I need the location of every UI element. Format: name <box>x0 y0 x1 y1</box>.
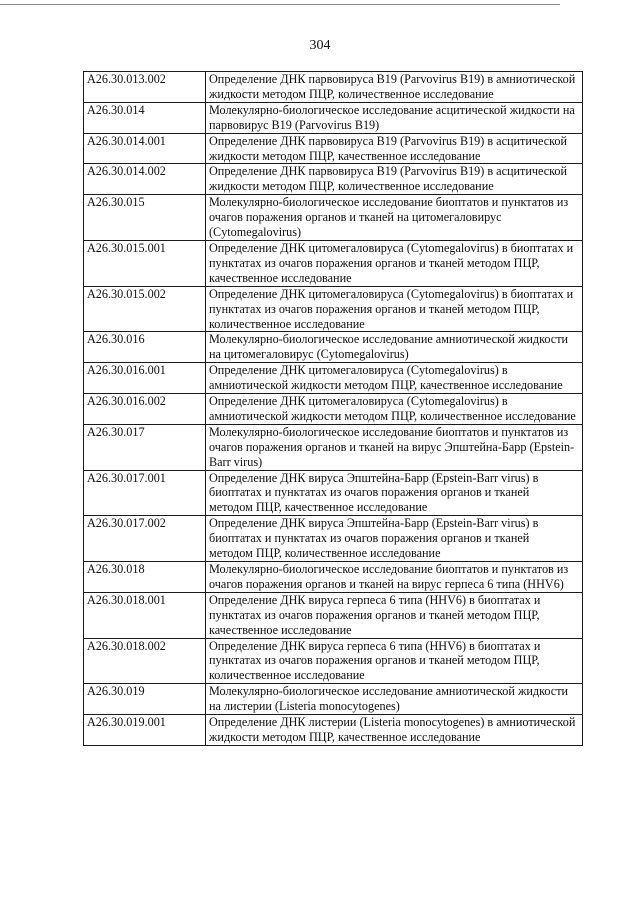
service-code: A26.30.017.001 <box>84 470 206 516</box>
service-code: A26.30.018 <box>84 562 206 593</box>
table-row <box>84 638 583 684</box>
table-row <box>84 394 583 425</box>
service-code: A26.30.019 <box>84 684 206 715</box>
service-code: A26.30.016 <box>84 332 206 363</box>
service-description: Определение ДНК парвовируса B19 (Parvovirus B19) в амниотической жидкости методом ПЦР, количественное исследование <box>206 72 583 103</box>
table-row <box>84 715 583 746</box>
service-code: A26.30.014 <box>84 102 206 133</box>
service-description: Определение ДНК вируса Эпштейна-Барр (Epstein-Barr virus) в биоптатах и пунктатах из очагов поражения органов и тканей методом ПЦР, количественное исследование <box>206 516 583 562</box>
service-code: A26.30.013.002 <box>84 72 206 103</box>
table-row <box>84 516 583 562</box>
service-code: A26.30.017 <box>84 424 206 470</box>
service-description: Определение ДНК цитомегаловируса (Cytomegalovirus) в биоптатах и пунктатах из очагов поражения органов и тканей методом ПЦР, количественное исследование <box>206 286 583 332</box>
service-code: A26.30.016.002 <box>84 394 206 425</box>
service-description: Определение ДНК вируса герпеса 6 типа (HHV6) в биоптатах и пунктатах из очагов поражения органов и тканей методом ПЦР, количественное исследование <box>206 638 583 684</box>
service-code: A26.30.014.001 <box>84 133 206 164</box>
service-description: Молекулярно-биологическое исследование амниотической жидкости на листерии (Listeria monocytogenes) <box>206 684 583 715</box>
service-description: Молекулярно-биологическое исследование биоптатов и пунктатов из очагов поражения органов и тканей на вирус герпеса 6 типа (HHV6) <box>206 562 583 593</box>
page-number: 304 <box>309 38 331 53</box>
service-code: A26.30.018.002 <box>84 638 206 684</box>
service-description: Определение ДНК цитомегаловируса (Cytomegalovirus) в амниотической жидкости методом ПЦР, качественное исследование <box>206 363 583 394</box>
table-row <box>84 72 583 103</box>
table-row <box>84 684 583 715</box>
service-description: Молекулярно-биологическое исследование асцитической жидкости на парвовирус B19 (Parvovirus B19) <box>206 102 583 133</box>
service-code: A26.30.015 <box>84 195 206 241</box>
table-row <box>84 562 583 593</box>
service-description: Определение ДНК вируса Эпштейна-Барр (Epstein-Barr virus) в биоптатах и пунктатах из очагов поражения органов и тканей методом ПЦР, качественное исследование <box>206 470 583 516</box>
top-rule <box>0 4 560 5</box>
services-table <box>83 71 583 746</box>
services-table-body <box>84 72 583 746</box>
service-description: Молекулярно-биологическое исследование биоптатов и пунктатов из очагов поражения органов и тканей на вирус Эпштейна-Барр (Epstein-Barr virus) <box>206 424 583 470</box>
service-code: A26.30.016.001 <box>84 363 206 394</box>
table-row <box>84 195 583 241</box>
table-row <box>84 424 583 470</box>
table-row <box>84 240 583 286</box>
table-row <box>84 133 583 164</box>
service-code: A26.30.014.002 <box>84 164 206 195</box>
service-code: A26.30.015.001 <box>84 240 206 286</box>
table-row <box>84 470 583 516</box>
service-code: A26.30.015.002 <box>84 286 206 332</box>
service-description: Определение ДНК цитомегаловируса (Cytomegalovirus) в амниотической жидкости методом ПЦР, количественное исследование <box>206 394 583 425</box>
table-row <box>84 363 583 394</box>
service-description: Определение ДНК цитомегаловируса (Cytomegalovirus) в биоптатах и пунктатах из очагов поражения органов и тканей методом ПЦР, качественное исследование <box>206 240 583 286</box>
table-row <box>84 592 583 638</box>
table-row <box>84 332 583 363</box>
service-code: A26.30.017.002 <box>84 516 206 562</box>
service-code: A26.30.018.001 <box>84 592 206 638</box>
service-description: Определение ДНК парвовируса B19 (Parvovirus B19) в асцитической жидкости методом ПЦР, качественное исследование <box>206 133 583 164</box>
table-row <box>84 164 583 195</box>
table-row <box>84 102 583 133</box>
service-description: Молекулярно-биологическое исследование амниотической жидкости на цитомегаловирус (Cytomegalovirus) <box>206 332 583 363</box>
table-row <box>84 286 583 332</box>
service-description: Определение ДНК листерии (Listeria monocytogenes) в амниотической жидкости методом ПЦР, качественное исследование <box>206 715 583 746</box>
service-code: A26.30.019.001 <box>84 715 206 746</box>
service-description: Определение ДНК вируса герпеса 6 типа (HHV6) в биоптатах и пунктатах из очагов поражения органов и тканей методом ПЦР, качественное исследование <box>206 592 583 638</box>
service-description: Молекулярно-биологическое исследование биоптатов и пунктатов из очагов поражения органов и тканей на цитомегаловирус (Cytomegalovirus) <box>206 195 583 241</box>
service-description: Определение ДНК парвовируса B19 (Parvovirus B19) в асцитической жидкости методом ПЦР, количественное исследование <box>206 164 583 195</box>
